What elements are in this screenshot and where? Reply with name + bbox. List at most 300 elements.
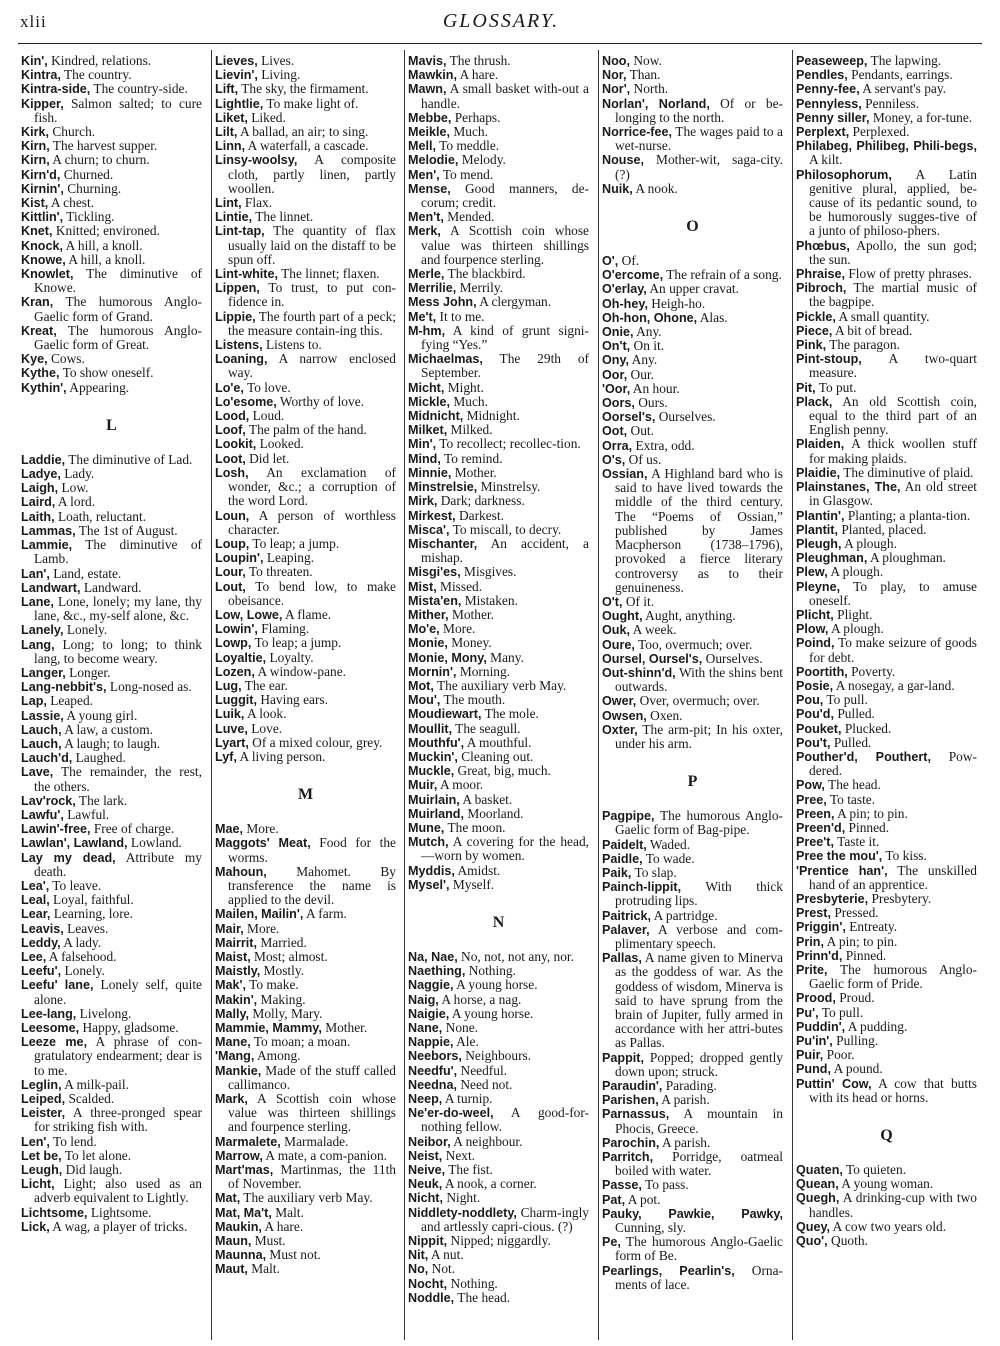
entry-headword: Pearlings, Pearlin's, <box>602 1263 735 1278</box>
glossary-entry <box>215 381 396 395</box>
entry-definition: Must not. <box>266 1247 321 1263</box>
entry-headword: Men', <box>408 167 440 182</box>
entry-definition: Scalded. <box>65 1091 115 1107</box>
glossary-entry <box>602 410 783 424</box>
entry-definition: Money. <box>447 635 492 651</box>
entry-headword: Mouthfu', <box>408 735 465 750</box>
entry-definition: With the shins bent outwards. <box>615 664 783 695</box>
glossary-entry <box>215 352 396 380</box>
entry-definition: A mountain in Phocis, Greece. <box>615 1106 783 1136</box>
glossary-entry <box>215 964 396 978</box>
entry-headword: Maun, <box>215 1234 252 1249</box>
glossary-entry <box>215 922 396 936</box>
entry-headword: Leavis, <box>21 921 64 936</box>
glossary-entry <box>408 1177 589 1191</box>
glossary-entry <box>215 139 396 153</box>
entry-headword: Loup, <box>215 536 250 551</box>
entry-headword: Lood, <box>215 409 250 424</box>
glossary-entry <box>215 836 396 864</box>
glossary-entry <box>21 1149 202 1163</box>
glossary-entry <box>408 381 589 395</box>
entry-headword: Puddin', <box>796 1019 846 1034</box>
entry-headword: Loot, <box>215 451 246 466</box>
entry-headword: Neuk, <box>408 1177 443 1192</box>
entry-definition: Lawful. <box>63 806 110 822</box>
entry-headword: Lap, <box>21 694 47 709</box>
entry-definition: Ourselves. <box>655 409 716 425</box>
glossary-entry <box>408 537 589 565</box>
glossary-entry <box>796 480 977 508</box>
glossary-entry <box>602 1235 783 1263</box>
glossary-entry <box>408 1035 589 1049</box>
entry-headword: Muckle, <box>408 764 455 779</box>
entry-definition: A Highland bard who is said to have lived towards the middle of the third century. The “Poems of Ossian,” published by James Macpherson (1738–1796), provoked a fierce literary controversy as to their genuineness. <box>615 466 783 595</box>
entry-definition: Must. <box>251 1233 286 1249</box>
entry-definition: More. <box>243 920 280 936</box>
entry-definition: Milked. <box>447 422 493 438</box>
entry-headword: Me't, <box>408 309 437 324</box>
entry-headword: Mat, <box>215 1191 241 1206</box>
entry-definition: Darkest. <box>455 507 504 523</box>
entry-definition: A flame. <box>282 606 332 622</box>
glossary-entry <box>408 778 589 792</box>
column-5 <box>792 50 979 1340</box>
entry-definition: The auxiliary verb May. <box>433 677 567 693</box>
entry-definition: A name given to Minerva as the goddess of war. As the goddess of wisdom, Minerva is said to have sprung from the brain of Jupiter, fully armed in accordance with her attri-butes as Pallas. <box>615 950 783 1051</box>
entry-headword: Lassie, <box>21 708 64 723</box>
entry-definition: A look. <box>244 706 287 722</box>
glossary-entry <box>408 466 589 480</box>
glossary-entry <box>602 880 783 908</box>
entry-headword: Quaten, <box>796 1163 843 1178</box>
entry-headword: Pouket, <box>796 721 842 736</box>
glossary-entry <box>408 864 589 878</box>
glossary-entry <box>21 1163 202 1177</box>
entry-definition: Poor. <box>823 1047 855 1063</box>
glossary-entry <box>21 453 202 467</box>
entry-headword: Lieves, <box>215 54 258 68</box>
entry-definition: A clergyman. <box>476 294 552 310</box>
entry-headword: Paidelt, <box>602 837 647 852</box>
entry-headword: Mailen, Mailin', <box>215 907 304 922</box>
glossary-entry <box>602 1193 783 1207</box>
glossary-entry <box>408 1149 589 1163</box>
entry-headword: Lang, <box>21 637 55 652</box>
glossary-entry <box>602 1207 783 1235</box>
entry-headword: Mae, <box>215 822 243 837</box>
entry-definition: A ploughman. <box>867 550 946 566</box>
glossary-entry <box>21 168 202 182</box>
entry-headword: Pauky, Pawkie, Pawky, <box>602 1206 783 1221</box>
entry-definition: Knitted; environed. <box>52 223 160 239</box>
entry-definition: Of a mixed colour, grey. <box>248 734 383 750</box>
entry-definition: No, not, not any, nor. <box>457 948 574 964</box>
entry-definition: A turnip. <box>442 1091 493 1107</box>
glossary-entry <box>408 764 589 778</box>
entry-definition: Malt. <box>271 1204 304 1220</box>
entry-definition: Of it. <box>622 593 655 609</box>
entry-definition: Plight. <box>833 606 873 622</box>
entry-headword: Maukin, <box>215 1219 262 1234</box>
glossary-entry <box>408 281 589 295</box>
entry-headword: Lee, <box>21 949 47 964</box>
entry-definition: To love. <box>243 379 291 395</box>
entry-headword: Na, Nae, <box>408 949 458 964</box>
entry-definition: A plough. <box>841 535 897 551</box>
glossary-entry <box>796 310 977 324</box>
entry-headword: Lowin', <box>215 622 258 637</box>
entry-definition: The lapwing. <box>867 53 942 68</box>
glossary-entry <box>602 723 783 751</box>
entry-headword: Midnicht, <box>408 409 464 424</box>
entry-definition: The lark. <box>75 792 128 808</box>
entry-headword: Pink, <box>796 338 827 353</box>
entry-definition: Long-nosed as. <box>106 679 192 695</box>
entry-definition: Appearing. <box>66 379 130 395</box>
entry-headword: Makin', <box>215 992 258 1007</box>
glossary-entry <box>215 224 396 267</box>
entry-headword: Mankie, <box>215 1063 262 1078</box>
entry-headword: Laith, <box>21 509 55 524</box>
glossary-entry <box>408 1291 589 1305</box>
entry-definition: Listens to. <box>262 337 322 353</box>
glossary-entry <box>215 1092 396 1135</box>
entry-headword: Muirlain, <box>408 792 460 807</box>
entry-headword: Lo'e, <box>215 380 244 395</box>
glossary-entry <box>21 907 202 921</box>
entry-definition: Married. <box>257 934 307 950</box>
entry-definition: Nothing. <box>465 963 516 979</box>
entry-headword: Mysel', <box>408 877 450 892</box>
entry-definition: None. <box>442 1020 478 1035</box>
entry-definition: Melody. <box>458 152 506 168</box>
entry-headword: 'Oor, <box>602 381 631 396</box>
entry-headword: Monie, Mony, <box>408 650 487 665</box>
entry-definition: Of. <box>618 253 640 269</box>
glossary-entry <box>796 338 977 352</box>
entry-headword: Orra, <box>602 438 633 453</box>
glossary-entry <box>796 1020 977 1034</box>
entry-definition: Nipped; niggardly. <box>447 1233 551 1249</box>
entry-definition: Perplexed. <box>849 124 910 140</box>
entry-headword: Naggie, <box>408 978 454 993</box>
entry-headword: Lammie, <box>21 538 73 553</box>
glossary-entry <box>796 580 977 608</box>
entry-headword: Mat, Ma't, <box>215 1205 272 1220</box>
entry-headword: Paik, <box>602 865 632 880</box>
entry-headword: Poortith, <box>796 664 848 679</box>
entry-definition: The humorous Anglo-Gaelic form of Bag-pipe. <box>615 808 783 838</box>
entry-headword: Neep, <box>408 1092 443 1107</box>
glossary-entry <box>408 68 589 82</box>
entry-definition: Attribute my death. <box>34 849 202 879</box>
entry-definition: Popped; dropped gently down upon; struck. <box>615 1049 783 1079</box>
glossary-entry <box>408 622 589 636</box>
entry-definition: A young horse. <box>449 1005 534 1021</box>
entry-headword: Leddy, <box>21 935 61 950</box>
glossary-entry <box>215 1206 396 1220</box>
entry-definition: A Scottish coin whose value was thirteen shillings and fourpence sterling. <box>421 223 589 267</box>
glossary-entry <box>21 1206 202 1220</box>
entry-headword: Knet, <box>21 224 53 239</box>
entry-headword: Loyaltie, <box>215 650 267 665</box>
page-header <box>20 10 982 38</box>
entry-definition: A two-quart measure. <box>809 351 977 381</box>
entry-headword: Kreat, <box>21 323 57 338</box>
entry-headword: Listens, <box>215 338 263 353</box>
entry-headword: Phœbus, <box>796 238 850 253</box>
entry-definition: The diminutive of plaid. <box>840 464 974 480</box>
entry-definition: Nothing. <box>447 1275 498 1291</box>
entry-headword: On't, <box>602 339 631 354</box>
entry-headword: Maut, <box>215 1262 248 1277</box>
entry-headword: O', <box>602 254 619 269</box>
entry-headword: Pint-stoup, <box>796 352 862 367</box>
entry-definition: A lady. <box>60 934 102 950</box>
glossary-entry <box>796 139 977 167</box>
entry-headword: Oxter, <box>602 722 638 737</box>
glossary-entry <box>21 68 202 82</box>
glossary-entry <box>408 722 589 736</box>
glossary-entry <box>602 1136 783 1150</box>
glossary-entry <box>796 636 977 664</box>
entry-headword: Mair, <box>215 921 244 936</box>
glossary-entry <box>796 1234 977 1248</box>
entry-headword: Let be, <box>21 1148 62 1163</box>
entry-headword: Mell, <box>408 139 436 154</box>
entry-headword: Neibor, <box>408 1134 451 1149</box>
entry-definition: A parish. <box>658 1092 710 1108</box>
glossary-entry <box>602 852 783 866</box>
entry-headword: Maist, <box>215 949 251 964</box>
entry-headword: Mess John, <box>408 295 477 310</box>
entry-headword: Kintra, <box>21 68 61 83</box>
entry-definition: To bend low, to make obeisance. <box>228 578 396 608</box>
entry-headword: Kirn'd, <box>21 167 61 182</box>
entry-headword: Lug, <box>215 678 242 693</box>
entry-definition: Marmalade. <box>280 1133 349 1149</box>
glossary-entry <box>408 111 589 125</box>
glossary-entry <box>602 1051 783 1079</box>
entry-definition: Tickling. <box>63 209 115 225</box>
entry-definition: Food for the worms. <box>228 835 396 865</box>
glossary-entry <box>796 920 977 934</box>
entry-definition: To make seizure of goods for debt. <box>809 635 977 665</box>
entry-definition: Money, a for-tune. <box>869 109 973 125</box>
entry-definition: Many. <box>486 649 524 665</box>
entry-headword: Ouk, <box>602 623 630 638</box>
entry-definition: Learning, lore. <box>50 906 133 922</box>
entry-headword: Mebbe, <box>408 110 452 125</box>
glossary-entry <box>21 581 202 595</box>
entry-headword: Norrice-fee, <box>602 125 672 140</box>
entry-headword: Lav'rock, <box>21 793 76 808</box>
entry-headword: Lyart, <box>215 735 249 750</box>
section-letter: O <box>686 218 699 236</box>
entry-headword: Painch-lippit, <box>602 880 682 895</box>
glossary-entry <box>408 950 589 964</box>
glossary-entry <box>796 509 977 523</box>
glossary-entry <box>21 851 202 879</box>
entry-headword: Misgi'es, <box>408 565 461 580</box>
entry-headword: Plaidie, <box>796 465 841 480</box>
entry-headword: Plantit, <box>796 522 838 537</box>
glossary-entry <box>796 707 977 721</box>
entry-definition: Charm-ingly and artlessly capri-cious. (?) <box>421 1204 589 1234</box>
entry-headword: Leglin, <box>21 1077 62 1092</box>
glossary-entry <box>215 267 396 281</box>
entry-definition: A chest. <box>48 195 95 211</box>
entry-headword: Peaseweep, <box>796 54 868 68</box>
entry-definition: Poverty. <box>847 663 896 679</box>
entry-headword: Mind, <box>408 451 441 466</box>
entry-definition: The diminutive of Lamb. <box>34 537 202 567</box>
entry-headword: Lightlie, <box>215 96 264 111</box>
entry-definition: Made of the stuff called callimanco. <box>228 1062 396 1092</box>
entry-definition: A cow two years old. <box>830 1218 947 1234</box>
entry-definition: A servant's pay. <box>859 81 947 97</box>
entry-definition: Kindred, relations. <box>47 53 152 68</box>
glossary-entry <box>796 68 977 82</box>
glossary-entry <box>796 1163 977 1177</box>
entry-definition: Dark; darkness. <box>437 493 525 509</box>
entry-headword: Muirland, <box>408 806 464 821</box>
glossary-entry <box>408 1021 589 1035</box>
entry-headword: Needfu', <box>408 1063 458 1078</box>
entry-definition: The 29th of September. <box>421 351 589 381</box>
entry-headword: Lippie, <box>215 309 256 324</box>
glossary-entry <box>602 709 783 723</box>
entry-headword: Mirk, <box>408 494 438 509</box>
entry-definition: North. <box>630 81 669 97</box>
entry-headword: Kirn, <box>21 139 50 154</box>
entry-headword: O'ercome, <box>602 268 664 283</box>
entry-definition: The linnet. <box>252 209 314 225</box>
glossary-entry <box>408 267 589 281</box>
glossary-entry <box>796 565 977 579</box>
glossary-entry <box>215 1163 396 1191</box>
glossary-entry <box>215 1248 396 1262</box>
entry-definition: To put. <box>815 379 857 395</box>
entry-definition: Leaping. <box>263 550 315 566</box>
glossary-entry <box>21 936 202 950</box>
entry-definition: A pound. <box>830 1061 883 1077</box>
entry-headword: Pou'd, <box>796 707 834 722</box>
entry-definition: A neighbour. <box>450 1133 523 1149</box>
glossary-entry <box>21 54 202 68</box>
entry-definition: Any. <box>629 352 658 368</box>
entry-headword: Leiped, <box>21 1092 66 1107</box>
glossary-entry <box>796 722 977 736</box>
entry-headword: Lint-tap, <box>215 224 265 239</box>
glossary-entry <box>408 565 589 579</box>
entry-headword: Preen, <box>796 806 835 821</box>
entry-definition: Love. <box>247 720 283 736</box>
entry-headword: Mou', <box>408 693 441 708</box>
entry-headword: Pleugh, <box>796 536 842 551</box>
entry-headword: Linsy-woolsy, <box>215 153 298 168</box>
glossary-entry <box>796 437 977 465</box>
glossary-entry <box>796 1191 977 1219</box>
glossary-entry <box>602 1093 783 1107</box>
entry-definition: Need not. <box>457 1076 513 1092</box>
entry-headword: Pree't, <box>796 835 834 850</box>
entry-headword: Phraise, <box>796 267 846 282</box>
glossary-entry <box>796 991 977 1005</box>
entry-definition: The humorous Anglo-Gaelic form of Pride. <box>809 962 977 992</box>
entry-definition: Might. <box>444 379 484 395</box>
glossary-entry <box>796 239 977 267</box>
glossary-entry <box>602 1150 783 1178</box>
entry-headword: Mawn, <box>408 82 447 97</box>
entry-definition: A hill, a knoll. <box>65 251 146 267</box>
entry-headword: Moudiewart, <box>408 707 482 722</box>
glossary-entry <box>408 594 589 608</box>
entry-headword: Piece, <box>796 323 833 338</box>
entry-headword: Langer, <box>21 665 66 680</box>
glossary-entry <box>602 368 783 382</box>
entry-definition: On it. <box>630 338 665 354</box>
glossary-entry <box>215 97 396 111</box>
entry-headword: Lammas, <box>21 523 76 538</box>
entry-definition: To lend. <box>49 1133 97 1149</box>
glossary-entry <box>602 866 783 880</box>
glossary-entry <box>215 1064 396 1092</box>
entry-headword: Mak', <box>215 978 246 993</box>
entry-definition: To slap. <box>631 864 677 880</box>
entry-headword: Oor, <box>602 367 628 382</box>
entry-definition: Liked. <box>247 109 286 125</box>
entry-headword: Preen'd, <box>796 820 846 835</box>
glossary-entry <box>215 907 396 921</box>
entry-headword: Mane, <box>215 1035 251 1050</box>
entry-headword: No, <box>408 1262 429 1277</box>
glossary-entry <box>21 595 202 623</box>
glossary-entry <box>408 395 589 409</box>
entry-definition: Landward. <box>80 579 142 595</box>
entry-definition: An accident, a mishap. <box>421 535 589 566</box>
entry-definition: The harvest supper. <box>49 138 158 154</box>
entry-headword: Loun, <box>215 508 250 523</box>
glossary-entry <box>408 580 589 594</box>
entry-headword: Lay my dead, <box>21 850 116 865</box>
entry-headword: Liket, <box>215 110 248 125</box>
entry-headword: Quean, <box>796 1177 839 1192</box>
entry-headword: Nit, <box>408 1248 429 1263</box>
glossary-entry <box>408 54 589 68</box>
glossary-entry <box>602 623 783 637</box>
entry-headword: Norlan', Norland, <box>602 96 710 111</box>
entry-headword: O's, <box>602 452 626 467</box>
glossary-entry <box>602 54 783 68</box>
glossary-entry <box>796 906 977 920</box>
glossary-entry <box>796 523 977 537</box>
glossary-entry <box>796 82 977 96</box>
glossary-entry <box>215 509 396 537</box>
glossary-entry <box>602 909 783 923</box>
entry-definition: Quoth. <box>827 1233 868 1249</box>
entry-headword: O't, <box>602 594 623 609</box>
glossary-entry <box>215 978 396 992</box>
entry-headword: Parochin, <box>602 1135 660 1150</box>
glossary-entry <box>796 736 977 750</box>
entry-headword: Milket, <box>408 423 448 438</box>
entry-definition: A pin; to pin. <box>834 805 908 821</box>
glossary-entry <box>796 466 977 480</box>
glossary-entry <box>408 182 589 210</box>
entry-definition: Flow of pretty phrases. <box>845 266 972 282</box>
glossary-entry <box>602 694 783 708</box>
